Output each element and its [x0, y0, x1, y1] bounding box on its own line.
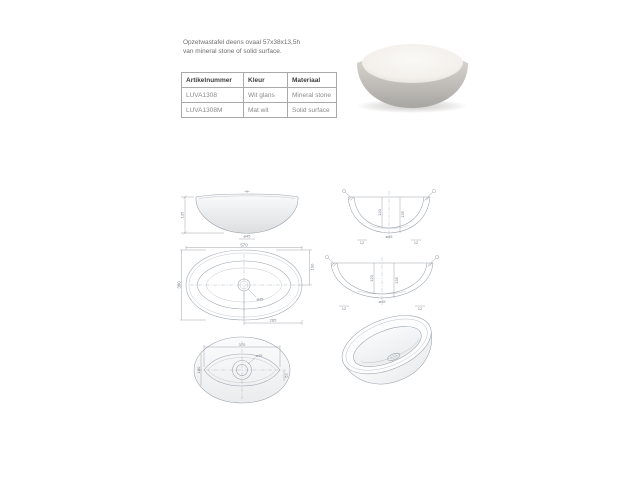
cell-artikelnummer: LUVA1308: [182, 88, 244, 103]
drawing-bottom-view: [188, 333, 298, 407]
description-line-2: van mineral stone of solid surface.: [183, 48, 282, 55]
dim-height: 135: [393, 277, 399, 284]
dim-base-depth: 180: [196, 366, 202, 374]
dim-drain: ø45: [255, 353, 263, 358]
dim-base-width: 370: [238, 341, 246, 347]
drawing-perspective-view: [338, 305, 442, 404]
column-header-kleur: Kleur: [244, 73, 288, 88]
column-header-materiaal: Materiaal: [288, 73, 337, 88]
dim-height: 135: [179, 211, 185, 219]
product-description: [183, 38, 300, 56]
perspective-basin: [334, 304, 445, 398]
drawing-section-long: [324, 247, 440, 315]
dim-edge-offset: 52: [283, 373, 289, 378]
product-photo: [350, 30, 475, 115]
section-short-outline: [342, 189, 435, 239]
front-profile: [196, 190, 298, 233]
spec-table: [181, 72, 337, 118]
table-row: [182, 103, 337, 118]
description-line-1: Opzetwastafel deens ovaal 57x38x13,5h: [183, 39, 301, 46]
cell-materiaal: Solid surface: [288, 103, 337, 118]
cell-kleur: Wit glans: [244, 88, 288, 103]
cell-kleur: Mat wit: [244, 103, 288, 118]
dim-half-width: 285: [269, 317, 277, 323]
dim-depth: 380: [176, 281, 182, 289]
column-header-artikelnummer: Artikelnummer: [182, 73, 244, 88]
dim-wall-left: 12: [359, 239, 365, 245]
dim-inner-depth: 120: [377, 209, 383, 216]
drawing-front-view: [172, 183, 304, 245]
dim-height: 135: [399, 211, 405, 218]
cell-materiaal: Mineral stone: [288, 88, 337, 103]
drawing-plan-view: [176, 244, 326, 326]
section-long-dimensions: [339, 263, 425, 311]
dim-width: 570: [240, 242, 248, 248]
dim-drain: ø45: [385, 234, 393, 239]
dim-drain: ø45: [243, 233, 251, 239]
cell-artikelnummer: LUVA1308M: [182, 103, 244, 118]
dim-wall-right: 12: [413, 239, 419, 245]
basin-photo-graphic: [356, 44, 468, 113]
section-long-outline: [325, 255, 438, 305]
dim-drain: ø45: [256, 296, 264, 302]
table-row: [182, 88, 337, 103]
table-header-row: [182, 73, 337, 88]
dim-wall-left: 12: [341, 305, 347, 311]
dim-inner-depth: 120: [369, 275, 375, 282]
dim-wall-right: 12: [417, 305, 423, 311]
dim-half-depth: 190: [309, 263, 315, 271]
dim-drain: ø45: [378, 299, 386, 304]
drawing-section-short: [340, 183, 438, 245]
